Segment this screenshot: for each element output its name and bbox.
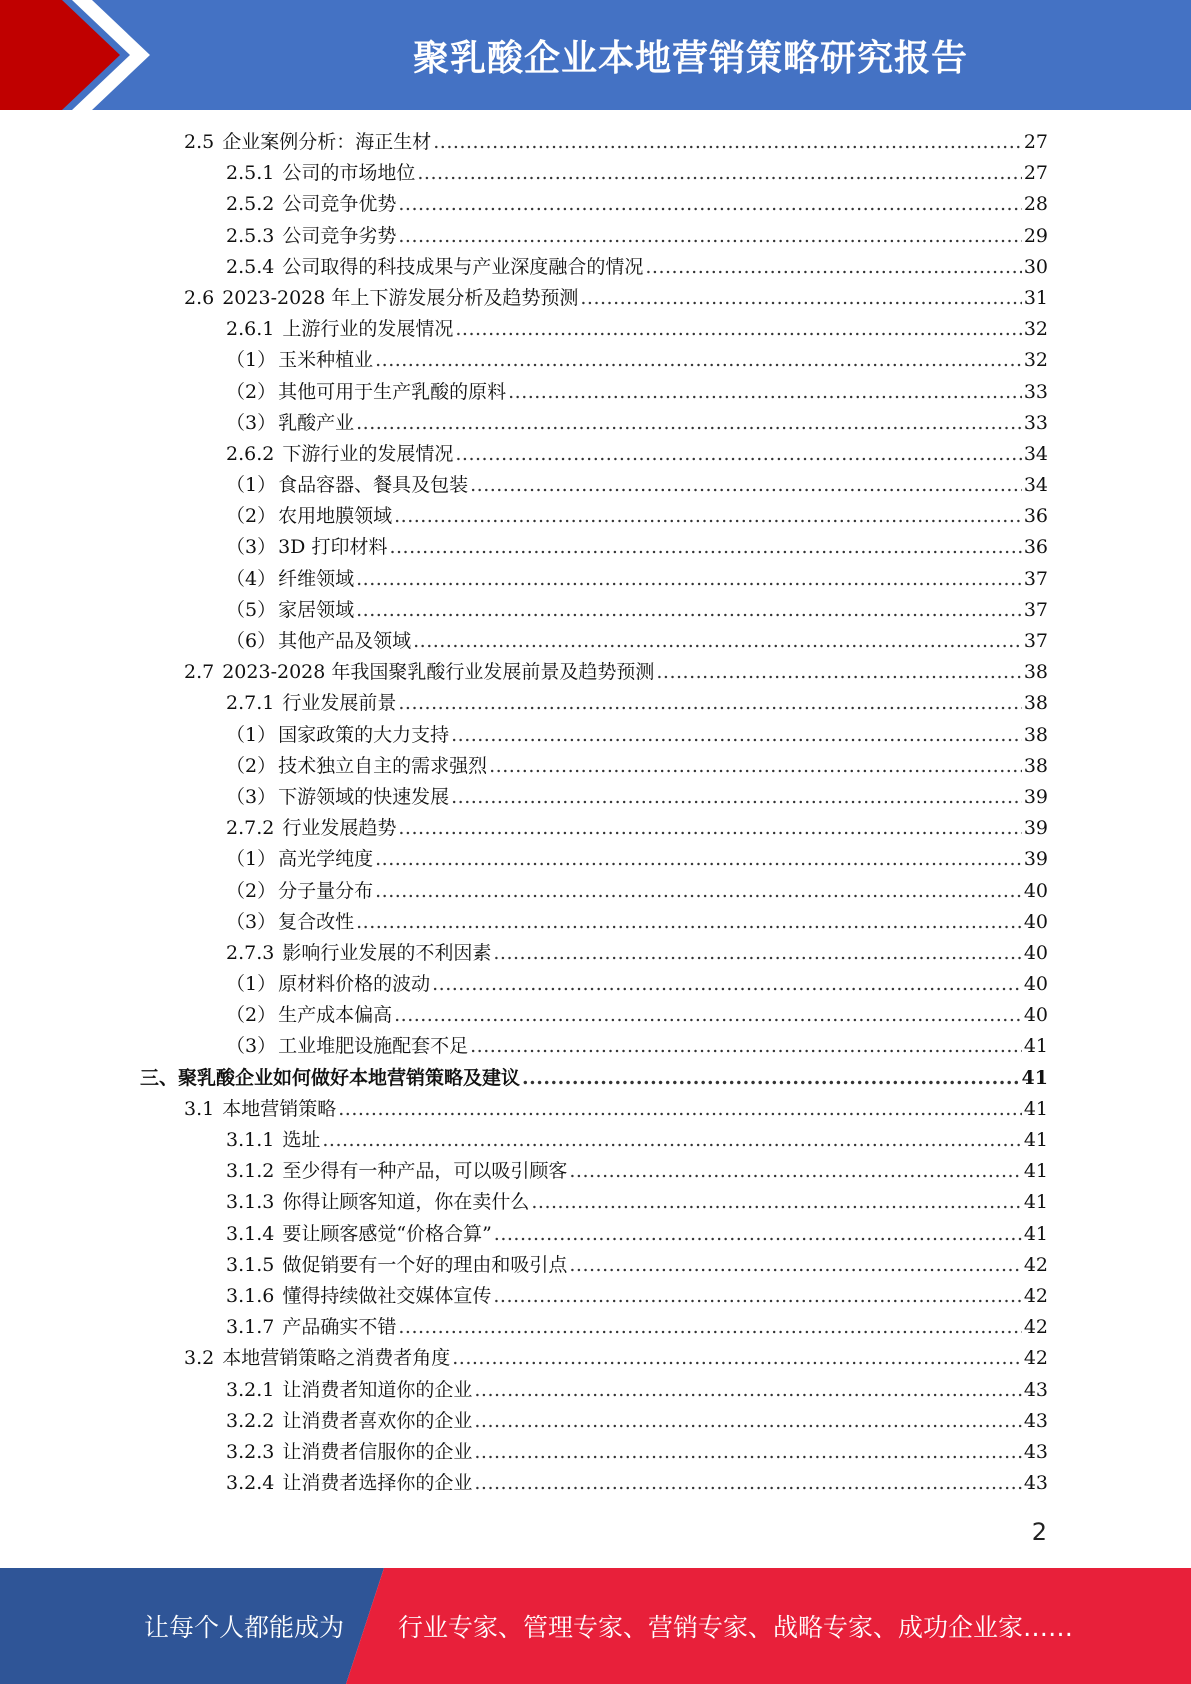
toc-entry[interactable] [140, 969, 1048, 1000]
toc-entry-title: 工业堆肥设施配套不足 [278, 1035, 469, 1058]
toc-entry-page: 41 [1023, 1222, 1048, 1245]
toc-entry[interactable] [140, 1031, 1048, 1062]
toc-entry[interactable] [140, 127, 1048, 158]
toc-entry-page: 36 [1023, 505, 1048, 528]
toc-entry-number: 3.2.4 [226, 1472, 275, 1495]
toc-entry-page: 40 [1023, 973, 1048, 996]
toc-leader-dots [508, 377, 1022, 408]
toc-entry-number: 2.7.3 [226, 941, 275, 964]
footer-slogan-right: 行业专家、管理专家、营销专家、战略专家、成功企业家…… [398, 1613, 1074, 1642]
toc-entry-number: （2） [226, 1004, 277, 1027]
report-title: 聚乳酸企业本地营销策略研究报告 [412, 37, 968, 79]
toc-entry-page: 41 [1023, 1129, 1048, 1151]
toc-entry-page: 27 [1023, 162, 1048, 185]
toc-entry-page: 33 [1023, 380, 1048, 403]
toc-entry-number: 3.2.1 [226, 1378, 275, 1401]
toc-entry-page: 32 [1023, 318, 1048, 341]
toc-entry-number: 3.1.4 [226, 1222, 275, 1245]
toc-entry[interactable] [140, 221, 1048, 252]
toc-entry-number: 2.5.1 [226, 162, 275, 185]
toc-entry[interactable] [140, 532, 1048, 563]
toc-entry-title: 复合改性 [278, 910, 355, 933]
toc-entry-title: 让消费者选择你的企业 [282, 1472, 473, 1495]
toc-entry[interactable] [140, 1437, 1048, 1468]
toc-entry[interactable] [140, 1312, 1048, 1343]
toc-entry-page: 31 [1023, 286, 1048, 309]
toc-entry-number: （1） [226, 848, 277, 871]
toc-entry-page: 43 [1023, 1472, 1048, 1495]
toc-leader-dots [470, 1031, 1022, 1062]
toc-leader-dots [338, 1094, 1022, 1125]
toc-entry-title: 产品确实不错 [282, 1316, 397, 1339]
toc-entry-title: 做促销要有一个好的理由和吸引点 [282, 1253, 568, 1276]
toc-entry-number: （1） [226, 349, 277, 372]
toc-entry[interactable] [140, 1125, 1048, 1156]
toc-entry-title: 选址 [282, 1129, 321, 1151]
toc-entry-title: 其他可用于生产乳酸的原料 [278, 380, 507, 403]
toc-leader-dots [375, 876, 1022, 907]
toc-entry-title: 公司竞争劣势 [282, 224, 397, 247]
toc-entry-page: 40 [1023, 910, 1048, 933]
toc-entry-number: 3.1.1 [226, 1129, 275, 1151]
toc-leader-dots [398, 189, 1021, 220]
toc-entry-page: 38 [1023, 661, 1048, 684]
toc-entry[interactable] [140, 377, 1048, 408]
toc-entry-title: 国家政策的大力支持 [278, 723, 450, 746]
toc-entry-title: 让消费者信服你的企业 [282, 1440, 473, 1463]
toc-entry-title: 公司的市场地位 [282, 162, 416, 185]
toc-entry-page: 40 [1023, 1004, 1048, 1027]
toc-leader-dots [470, 470, 1022, 501]
toc-leader-dots [531, 1187, 1021, 1218]
toc-leader-dots [417, 158, 1021, 189]
toc-leader-dots [451, 720, 1022, 751]
toc-entry-title: 聚乳酸企业如何做好本地营销策略及建议 [178, 1066, 521, 1089]
toc-leader-dots [433, 127, 1022, 158]
toc-entry-page: 30 [1023, 255, 1048, 278]
toc-entry[interactable] [140, 1094, 1048, 1125]
toc-entry-page: 28 [1023, 193, 1048, 216]
toc-entry[interactable] [140, 1250, 1048, 1281]
toc-entry-page: 33 [1023, 411, 1048, 434]
toc-entry-number: （5） [226, 598, 277, 621]
toc-entry-page: 37 [1023, 598, 1048, 621]
toc-entry[interactable] [140, 439, 1048, 470]
toc-entry-number: 2.6.2 [226, 442, 275, 465]
toc-entry-page: 43 [1023, 1440, 1048, 1463]
toc-leader-dots [394, 1000, 1022, 1031]
toc-leader-dots [398, 221, 1021, 252]
toc-entry-title: 公司竞争优势 [282, 193, 397, 216]
toc-entry-page: 36 [1023, 536, 1048, 559]
toc-entry-page: 32 [1023, 349, 1048, 372]
toc-entry-title: 家居领域 [278, 598, 355, 621]
toc-entry-page: 42 [1023, 1347, 1048, 1370]
toc-entry-number: 3.1.6 [226, 1284, 275, 1307]
toc-entry[interactable] [140, 1281, 1048, 1312]
toc-entry-number: 3.1.5 [226, 1253, 275, 1276]
toc-leader-dots [322, 1125, 1021, 1156]
toc-entry-number: 2.7 [184, 661, 215, 684]
toc-entry[interactable] [140, 1063, 1048, 1094]
toc-entry-title: 懂得持续做社交媒体宣传 [282, 1284, 492, 1307]
toc-entry-page: 41 [1021, 1066, 1048, 1089]
toc-leader-dots [413, 626, 1022, 657]
toc-entry[interactable] [140, 720, 1048, 751]
toc-entry-number: （1） [226, 474, 277, 497]
toc-leader-dots [493, 1281, 1021, 1312]
toc-entry-page: 42 [1023, 1316, 1048, 1339]
toc-entry-title: 2023-2028 年我国聚乳酸行业发展前景及趋势预测 [222, 661, 655, 684]
toc-entry-page: 29 [1023, 224, 1048, 247]
toc-entry-page: 39 [1023, 785, 1048, 808]
toc-leader-dots [375, 345, 1022, 376]
toc-entry[interactable] [140, 1375, 1048, 1406]
toc-entry-page: 41 [1023, 1191, 1048, 1214]
toc-entry-page: 41 [1023, 1035, 1048, 1058]
toc-entry-title: 让消费者知道你的企业 [282, 1378, 473, 1401]
toc-entry[interactable] [140, 1468, 1048, 1499]
toc-entry-number: 2.5.2 [226, 193, 275, 216]
toc-entry-title: 行业发展趋势 [282, 817, 397, 840]
toc-entry-number: （3） [226, 910, 277, 933]
toc-entry-number: 3.2.3 [226, 1440, 275, 1463]
toc-leader-dots [522, 1063, 1020, 1094]
toc-entry-title: 至少得有一种产品，可以吸引顾客 [282, 1160, 568, 1183]
toc-entry-page: 34 [1023, 474, 1048, 497]
toc-entry-number: 三、 [140, 1066, 179, 1089]
toc-entry-page: 39 [1023, 817, 1048, 840]
toc-entry-page: 42 [1023, 1284, 1048, 1307]
toc-leader-dots [474, 1468, 1021, 1499]
toc-leader-dots [455, 439, 1021, 470]
toc-leader-dots [356, 595, 1022, 626]
toc-entry-title: 让消费者喜欢你的企业 [282, 1409, 473, 1432]
toc-entry-title: 本地营销策略之消费者角度 [222, 1347, 451, 1370]
toc-entry[interactable] [140, 1187, 1048, 1218]
toc-leader-dots [580, 283, 1021, 314]
toc-entry-title: 2023-2028 年上下游发展分析及趋势预测 [222, 286, 579, 309]
toc-entry-title: 本地营销策略 [222, 1097, 337, 1120]
toc-entry-number: 3.1.3 [226, 1191, 275, 1214]
toc-entry-number: 2.6.1 [226, 318, 275, 341]
toc-leader-dots [656, 657, 1021, 688]
toc-leader-dots [394, 501, 1022, 532]
toc-leader-dots [569, 1156, 1021, 1187]
toc-leader-dots [389, 532, 1021, 563]
toc-entry[interactable] [140, 252, 1048, 283]
toc-entry[interactable] [140, 189, 1048, 220]
toc-entry[interactable] [140, 626, 1048, 657]
toc-entry-number: 2.6 [184, 286, 215, 309]
toc-entry[interactable] [140, 283, 1048, 314]
toc-entry-number: 2.7.1 [226, 692, 275, 715]
toc-entry[interactable] [140, 1406, 1048, 1437]
toc-entry-title: 下游行业的发展情况 [282, 442, 454, 465]
toc-entry-title: 上游行业的发展情况 [282, 318, 454, 341]
toc-entry-title: 纤维领域 [278, 567, 355, 590]
toc-entry-number: （2） [226, 754, 277, 777]
toc-leader-dots [398, 813, 1021, 844]
toc-leader-dots [398, 1312, 1021, 1343]
toc-entry[interactable] [140, 345, 1048, 376]
toc-entry-title: 下游领域的快速发展 [278, 785, 450, 808]
toc-entry-number: 3.1.2 [226, 1160, 275, 1183]
toc-entry[interactable] [140, 751, 1048, 782]
toc-entry-number: （2） [226, 505, 277, 528]
toc-leader-dots [451, 782, 1022, 813]
toc-leader-dots [356, 907, 1022, 938]
toc-entry[interactable] [140, 314, 1048, 345]
toc-entry-title: 其他产品及领域 [278, 630, 412, 652]
toc-entry-page: 43 [1023, 1378, 1048, 1401]
toc-entry-page: 38 [1023, 692, 1048, 715]
toc-entry-title: 高光学纯度 [278, 848, 374, 871]
toc-entry-page: 27 [1023, 131, 1048, 153]
toc-leader-dots [489, 751, 1022, 782]
toc-entry-number: （1） [226, 723, 277, 746]
toc-entry[interactable] [140, 782, 1048, 813]
toc-entry[interactable] [140, 595, 1048, 626]
toc-entry[interactable] [140, 1156, 1048, 1187]
toc-entry-number: （3） [226, 785, 277, 808]
toc-entry-number: （4） [226, 567, 277, 590]
toc-entry-page: 34 [1023, 442, 1048, 465]
toc-leader-dots [569, 1250, 1021, 1281]
toc-entry[interactable] [140, 408, 1048, 439]
toc-entry-number: 2.5.4 [226, 255, 275, 278]
toc-leader-dots [356, 408, 1022, 439]
toc-leader-dots [474, 1437, 1021, 1468]
toc-entry-page: 38 [1023, 754, 1048, 777]
toc-entry[interactable] [140, 1343, 1048, 1374]
toc-entry-title: 要让顾客感觉“价格合算” [282, 1222, 492, 1245]
toc-entry[interactable] [140, 938, 1048, 969]
toc-entry-title: 影响行业发展的不利因素 [282, 941, 492, 964]
toc-leader-dots [455, 314, 1021, 345]
toc-entry-title: 分子量分布 [278, 879, 374, 902]
header-arrow-decoration [0, 0, 160, 110]
toc-entry[interactable] [140, 470, 1048, 501]
toc-entry-page: 37 [1023, 630, 1048, 652]
toc-entry[interactable] [140, 1000, 1048, 1031]
toc-entry-title: 玉米种植业 [278, 349, 374, 372]
toc-entry[interactable] [140, 564, 1048, 595]
toc-leader-dots [452, 1343, 1022, 1374]
toc-entry-number: （6） [226, 630, 277, 652]
toc-leader-dots [494, 1219, 1022, 1250]
toc-entry-page: 37 [1023, 567, 1048, 590]
toc-entry-number: 2.5.3 [226, 224, 275, 247]
toc-entry-page: 41 [1023, 1160, 1048, 1183]
toc-leader-dots [398, 688, 1021, 719]
toc-entry-title: 原材料价格的波动 [278, 973, 431, 996]
toc-entry-page: 43 [1023, 1409, 1048, 1432]
toc-entry-title: 食品容器、餐具及包装 [278, 474, 469, 497]
toc-entry-title: 行业发展前景 [282, 692, 397, 715]
toc-entry[interactable] [140, 844, 1048, 875]
toc-entry-page: 40 [1023, 879, 1048, 902]
toc-entry-page: 38 [1023, 723, 1048, 746]
toc-entry[interactable] [140, 688, 1048, 719]
toc-entry[interactable] [140, 501, 1048, 532]
toc-entry[interactable] [140, 158, 1048, 189]
toc-entry-page: 42 [1023, 1253, 1048, 1276]
toc-entry-number: （3） [226, 536, 277, 559]
toc-leader-dots [375, 844, 1022, 875]
toc-entry[interactable] [140, 876, 1048, 907]
toc-entry-page: 40 [1023, 941, 1048, 964]
toc-entry-page: 41 [1023, 1097, 1048, 1120]
toc-entry-number: 2.7.2 [226, 817, 275, 840]
toc-entry-number: （2） [226, 380, 277, 403]
toc-entry-title: 生产成本偏高 [278, 1004, 393, 1027]
toc-entry-title: 3D 打印材料 [278, 536, 388, 559]
toc-entry-number: 3.2.2 [226, 1409, 275, 1432]
toc-entry[interactable] [140, 657, 1048, 688]
toc-leader-dots [474, 1375, 1021, 1406]
footer-slogan-left: 让每个人都能成为 [144, 1613, 345, 1642]
toc-leader-dots [645, 252, 1021, 283]
toc-entry-title: 企业案例分析：海正生材 [222, 131, 432, 153]
page-header [0, 0, 1191, 110]
toc-entry-number: 2.5 [184, 131, 215, 153]
toc-entry-title: 公司取得的科技成果与产业深度融合的情况 [282, 255, 644, 278]
table-of-contents [140, 127, 1048, 1499]
page-footer [0, 1568, 1191, 1684]
toc-entry-title: 你得让顾客知道，你在卖什么 [282, 1191, 530, 1214]
toc-entry-number: （3） [226, 1035, 277, 1058]
toc-entry-title: 技术独立自主的需求强烈 [278, 754, 488, 777]
toc-entry-title: 农用地膜领域 [278, 505, 393, 528]
toc-entry[interactable] [140, 907, 1048, 938]
toc-leader-dots [474, 1406, 1021, 1437]
toc-entry-number: （1） [226, 973, 277, 996]
toc-entry-number: 3.1.7 [226, 1316, 275, 1339]
toc-entry-number: （2） [226, 879, 277, 902]
page-number: 2 [1031, 1518, 1047, 1546]
toc-entry-number: （3） [226, 411, 277, 434]
toc-entry-title: 乳酸产业 [278, 411, 355, 434]
toc-entry-page: 39 [1023, 848, 1048, 871]
toc-entry[interactable] [140, 1219, 1048, 1250]
toc-leader-dots [493, 938, 1021, 969]
toc-leader-dots [356, 564, 1022, 595]
toc-entry-number: 3.2 [184, 1347, 215, 1370]
toc-entry-number: 3.1 [184, 1097, 215, 1120]
toc-leader-dots [432, 969, 1022, 1000]
toc-entry[interactable] [140, 813, 1048, 844]
